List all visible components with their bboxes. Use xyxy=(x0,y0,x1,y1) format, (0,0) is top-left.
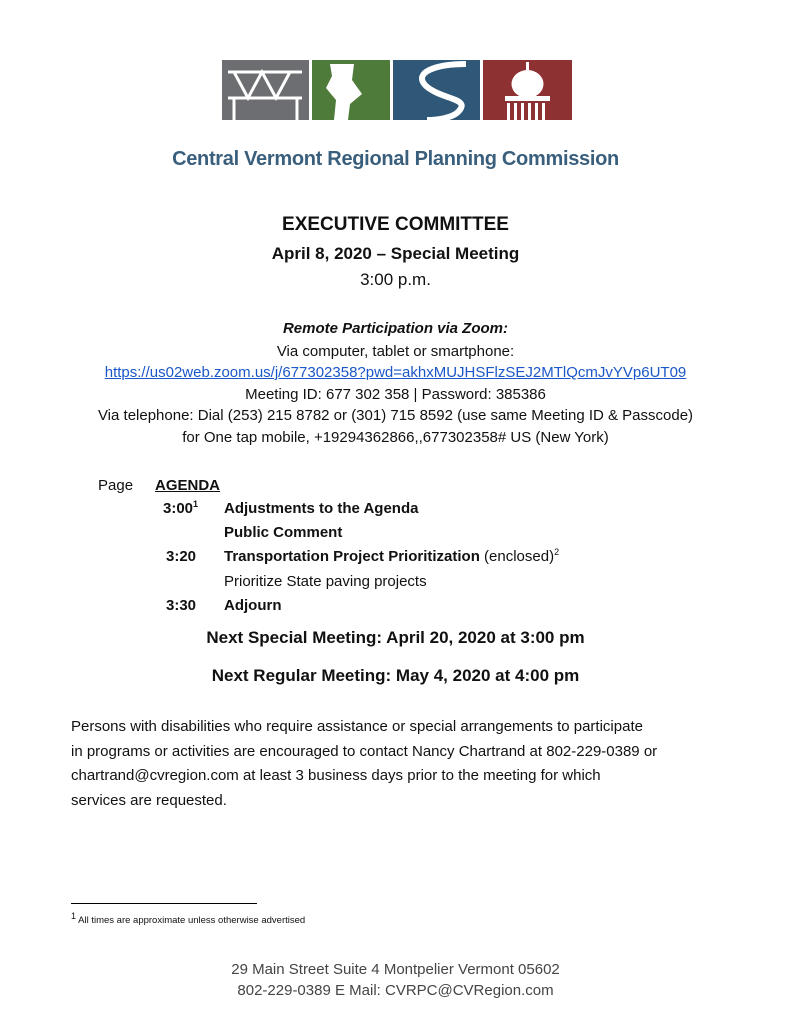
agenda-item-text xyxy=(224,548,559,565)
agenda-item-detail: Prioritize State paving projects xyxy=(224,573,427,590)
one-tap-mobile: for One tap mobile, +19294362866,,677302358# US (New York) xyxy=(182,429,609,446)
meeting-subtitle: April 8, 2020 – Special Meeting xyxy=(271,244,520,263)
accessibility-notice xyxy=(71,715,731,813)
footnote-text: All times are approximate unless otherwise advertised xyxy=(76,915,306,926)
via-telephone: Via telephone: Dial (253) 215 8782 or (301) 715 8592 (use same Meeting ID & Passcode) xyxy=(97,407,694,424)
meeting-id: Meeting ID: 677 302 358 | Password: 385386 xyxy=(245,386,546,403)
via-computer: Via computer, tablet or smartphone: xyxy=(276,343,515,360)
agenda-item-title: Transportation Project Prioritization xyxy=(224,548,480,565)
footer-address: 29 Main Street Suite 4 Montpelier Vermont 05602 xyxy=(231,961,560,978)
next-special-meeting: Next Special Meeting: April 20, 2020 at 3:00 pm xyxy=(206,628,585,647)
accessibility-line: services are requested. xyxy=(71,791,227,809)
agenda-item-time: 3:30 xyxy=(166,597,197,614)
agenda-item-time: $3:00^1$ xyxy=(163,499,199,517)
agenda-item-title: Adjourn xyxy=(224,597,282,614)
meeting-time: 3:00 p.m. xyxy=(360,270,431,289)
footnote-marker: 1 xyxy=(71,910,77,921)
agenda-heading: AGENDA xyxy=(155,477,221,494)
footnote-marker: 2 xyxy=(554,547,560,557)
zoom-link[interactable]: https://us02web.zoom.us/j/677302358?pwd=akhxMUJHSFlzSEJ2MTlQcmJvYVp6UT09 xyxy=(104,364,687,381)
footer-contact: 802-229-0389 E Mail: CVRPC@CVRegion.com xyxy=(237,982,554,999)
meeting-title: EXECUTIVE COMMITTEE xyxy=(282,214,509,235)
org-name: Central Vermont Regional Planning Commission xyxy=(172,148,619,170)
agenda-item-title: Adjustments to the Agenda xyxy=(224,500,419,517)
remote-heading: Remote Participation via Zoom: xyxy=(282,320,509,337)
footnote-divider xyxy=(71,903,257,904)
accessibility-line: in programs or activities are encouraged to contact Nancy Chartrand at 802-229-0389 or xyxy=(71,742,658,760)
agenda-item-time: 3:20 xyxy=(166,548,197,565)
cvrpc-logo xyxy=(222,60,572,120)
next-regular-meeting: Next Regular Meeting: May 4, 2020 at 4:00 pm xyxy=(211,666,580,685)
footnote xyxy=(71,910,306,926)
agenda-item-title: Public Comment xyxy=(224,524,343,541)
page-column-label: Page xyxy=(98,477,134,494)
accessibility-line: Persons with disabilities who require assistance or special arrangements to participate xyxy=(71,718,643,735)
agenda-item-note: (enclosed) xyxy=(479,548,555,565)
accessibility-line: chartrand@cvregion.com at least 3 business days prior to the meeting for which xyxy=(71,767,601,784)
